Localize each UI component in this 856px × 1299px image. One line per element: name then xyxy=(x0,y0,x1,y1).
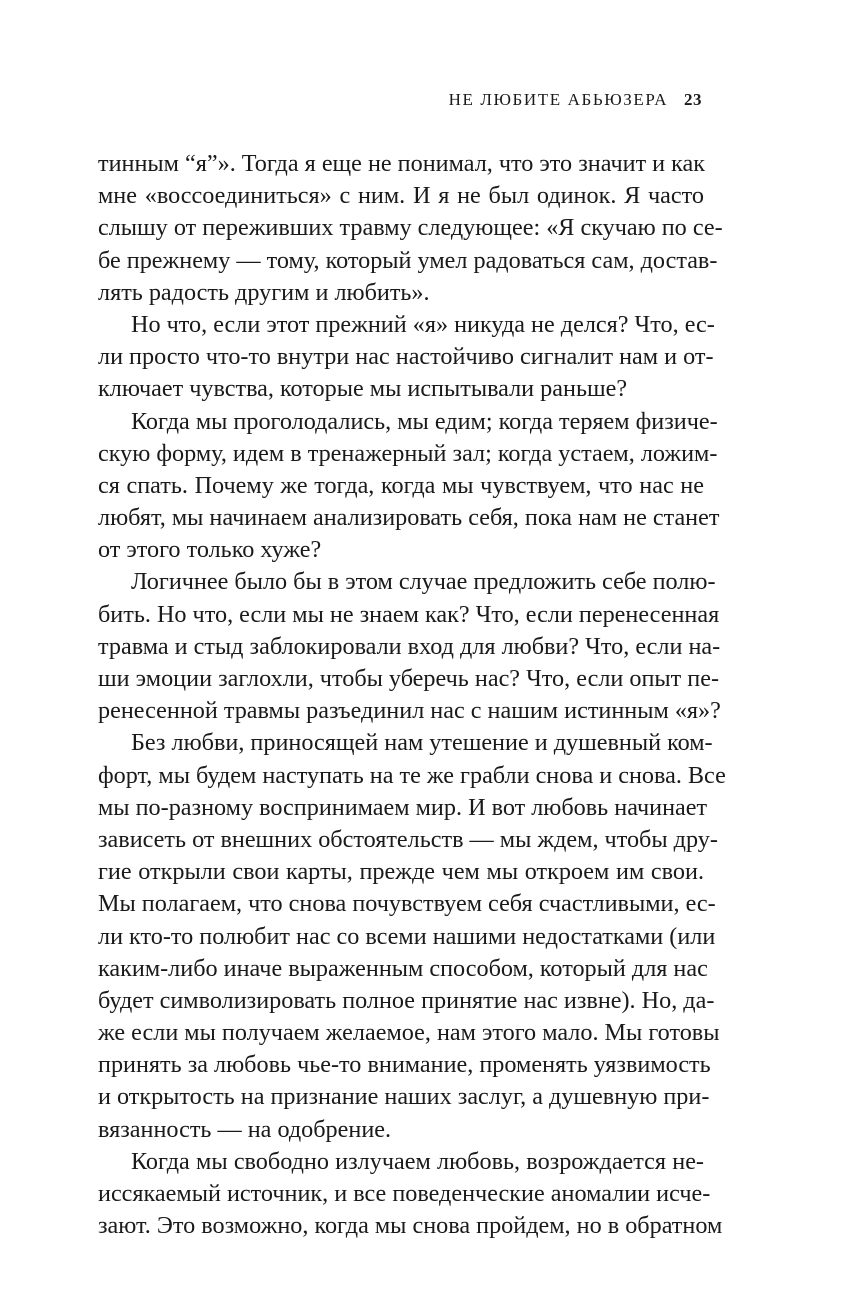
text-line: Без любви, приносящей нам утешение и душевный ком- xyxy=(131,729,713,757)
paragraph xyxy=(98,727,726,1145)
paragraph xyxy=(98,566,721,727)
text-line: любят, мы начинаем анализировать себя, пока нам не станет xyxy=(98,504,720,532)
text-line: ши эмоции заглохли, чтобы уберечь нас? Что, если опыт пе- xyxy=(98,665,720,692)
text-line: будет символизировать полное принятие нас извне). Но, да- xyxy=(98,986,715,1014)
text-line: зают. Это возможно, когда мы снова пройдем, но в обратном xyxy=(98,1212,723,1240)
running-head-title: НЕ ЛЮБИТЕ АБЬЮЗЕРА xyxy=(448,90,669,109)
text-line: форт, мы будем наступать на те же грабли снова и снова. Все xyxy=(98,761,726,789)
text-line: Когда мы проголодались, мы едим; когда теряем физиче- xyxy=(131,407,718,435)
text-line: бить. Но что, если мы не знаем как? Что, если перенесенная xyxy=(98,600,720,628)
text-line: каким-либо иначе выраженным способом, который для нас xyxy=(98,954,708,982)
page-number: 23 xyxy=(684,90,702,109)
text-line: Когда мы свободно излучаем любовь, возрождается не- xyxy=(131,1147,704,1175)
text-line: вязанность — на одобрение. xyxy=(98,1115,392,1143)
text-line: Но что, если этот прежний «я» никуда не делся? Что, ес- xyxy=(131,310,715,338)
text-line: зависеть от внешних обстоятельств — мы ждем, чтобы дру- xyxy=(98,825,718,853)
text-line: Логичнее было бы в этом случае предложить себе полю- xyxy=(131,568,716,596)
text-line: тинным “я”». Тогда я еще не понимал, что это значит и как xyxy=(98,150,706,177)
paragraph xyxy=(98,309,715,406)
text-line: от этого только хуже? xyxy=(98,536,322,564)
text-line: ренесенной травмы разъединил нас с нашим истинным «я»? xyxy=(98,697,721,725)
text-line: ли кто-то полюбит нас со всеми нашими недостатками (или xyxy=(98,922,716,950)
paragraph xyxy=(98,406,720,567)
text-line: иссякаемый источник, и все поведенческие аномалии исче- xyxy=(98,1180,711,1207)
text-line: и открытость на признание наших заслуг, а душевную при- xyxy=(98,1083,710,1111)
text-line: же если мы получаем желаемое, нам этого мало. Мы готовы xyxy=(98,1019,720,1047)
text-line: слышу от переживших травму следующее: «Я скучаю по се- xyxy=(98,214,723,242)
text-line: ключает чувства, которые мы испытывали раньше? xyxy=(98,375,628,403)
text-line: гие открыли свои карты, прежде чем мы откроем им свои. xyxy=(98,858,704,886)
running-head xyxy=(449,90,702,110)
text-line: ся спать. Почему же тогда, когда мы чувствуем, что нас не xyxy=(98,471,704,499)
paragraph xyxy=(98,1146,723,1243)
text-line: мне «воссоединиться» с ним. И я не был одинок. Я часто xyxy=(98,182,704,210)
paragraph xyxy=(98,148,723,309)
text-line: бе прежнему — тому, который умел радоваться сам, достав- xyxy=(98,246,718,274)
text-line: принять за любовь чье-то внимание, променять уязвимость xyxy=(98,1051,711,1079)
text-line: травма и стыд заблокировали вход для любви? Что, если на- xyxy=(98,632,721,660)
body-text xyxy=(98,148,726,1242)
text-line: мы по-разному воспринимаем мир. И вот любовь начинает xyxy=(98,793,708,821)
text-line: скую форму, идем в тренажерный зал; когда устаем, ложим- xyxy=(98,439,718,467)
text-line: лять радость другим и любить». xyxy=(98,278,430,306)
text-line: Мы полагаем, что снова почувствуем себя счастливыми, ес- xyxy=(98,890,716,918)
text-line: ли просто что-то внутри нас настойчиво сигналит нам и от- xyxy=(98,343,714,371)
